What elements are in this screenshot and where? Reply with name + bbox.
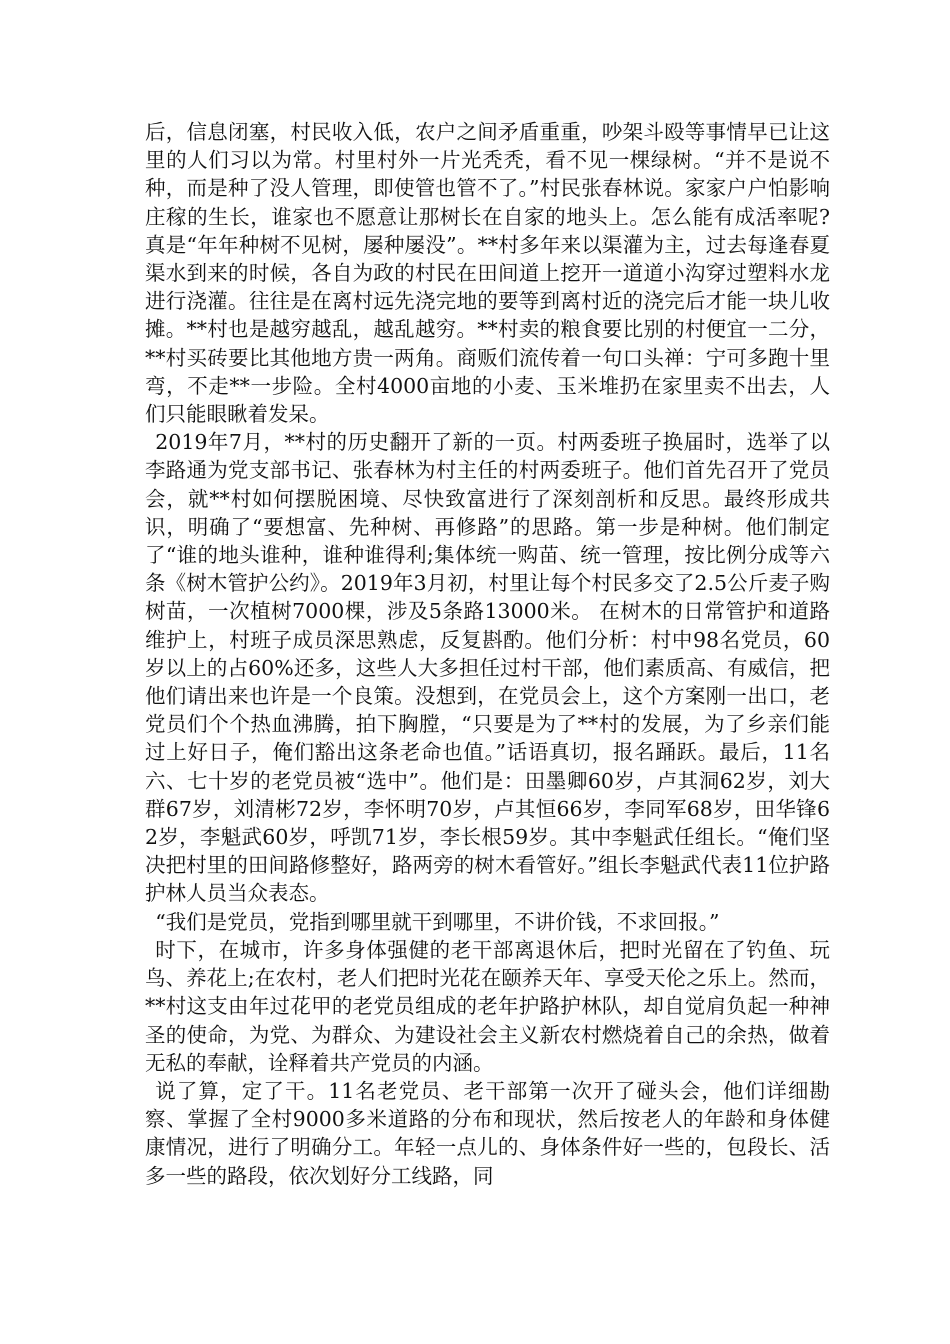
paragraph-party-pledge: “我们是党员，党指到哪里就干到哪里，不讲价钱，不求回报。” [155,909,720,934]
paragraph-village-history: 后，信息闭塞，村民收入低，农户之间矛盾重重，吵架斗殴等事情早已让这里的人们习以为常。村里村外一片光秃秃，看不见一棵绿树。“并不是说不种，而是种了没人管理，即使管也管不了。”村民张春林说。家家户户怕影响庄稼的生长，谁家也不愿意让那树长在自家的地头上。怎么能有成活率呢?真是“年年种树不见树，屡种屡没”。**村多年来以渠灌为主，过去每逢春夏渠水到来的时候，各自为政的村民在田间道上挖开一道道小沟穿过塑料水龙进行浇灌。往往是在离村远先浇完地的要等到离村近的浇完后才能一块儿收摊。**村也是越穷越乱，越乱越穷。**村卖的粮食要比别的村便宜一二分，**村买砖要比其他地方贵一两角。商贩们流传着一句口头禅：宁可多跑十里弯，不走**一步险。全村4000亩地的小麦、玉米堆扔在家里卖不出去，人们只能眼瞅着发呆。 [145,120,830,427]
paragraph-new-committee: 2019年7月，**村的历史翻开了新的一页。村两委班子换届时，选举了以李路通为党支部书记、张春林为村主任的村两委班子。他们首先召开了党员会，就**村如何摆脱困境、尽快致富进行了深刻剖析和反思。最终形成共识，明确了“要想富、先种树、再修路”的思路。第一步是种树。他们制定了“谁的地头谁种，谁种谁得利;集体统一购苗、统一管理，按比例分成等六条《树木管护公约》。2019年3月初，村里让每个村民多交了2.5公斤麦子购树苗，一次植树7000棵，涉及5条路13000米。 在树木的日常管护和道路维护上，村班子成员深思熟虑，反复斟酌。他们分析：村中98名党员，60岁以上的占60%还多，这些人大多担任过村干部，他们素质高、有威信，把他们请出来也许是一个良策。没想到，在党员会上，这个方案刚一出口，老党员们个个热血沸腾，拍下胸膛，“只要是为了**村的发展，为了乡亲们能过上好日子，俺们豁出这条老命也值。”话语真切，报名踊跃。最后，11名六、七十岁的老党员被“选中”。他们是：田墨卿60岁，卢其洞62岁，刘大群67岁，刘清彬72岁，李怀明70岁，卢其恒66岁，李同军68岁，田华锋62岁，李魁武60岁，呼凯71岁，李长根59岁。其中李魁武任组长。“俺们坚决把村里的田间路修整好，路两旁的树木看管好。”组长李魁武代表11位护路护林人员当众表态。 [145,430,830,906]
paragraph-elder-patrol: 时下，在城市，许多身体强健的老干部离退休后，把时光留在了钓鱼、玩鸟、养花上;在农村，老人们把时光花在颐养天年、享受天伦之乐上。然而，**村这支由年过花甲的老党员组成的老年护路护林队，却自觉肩负起一种神圣的使命，为党、为群众、为建设社会主义新农村燃烧着自己的余热，做着无私的奉献，诠释着共产党员的内涵。 [145,937,830,1075]
paragraph-task-division: 说了算，定了干。11名老党员、老干部第一次开了碰头会，他们详细勘察、掌握了全村9000多米道路的分布和现状，然后按老人的年龄和身体健康情况，进行了明确分工。年轻一点儿的、身体条件好一些的，包段长、活多一些的路段，依次划好分工线路，同 [145,1078,830,1188]
document-page [145,118,830,1190]
